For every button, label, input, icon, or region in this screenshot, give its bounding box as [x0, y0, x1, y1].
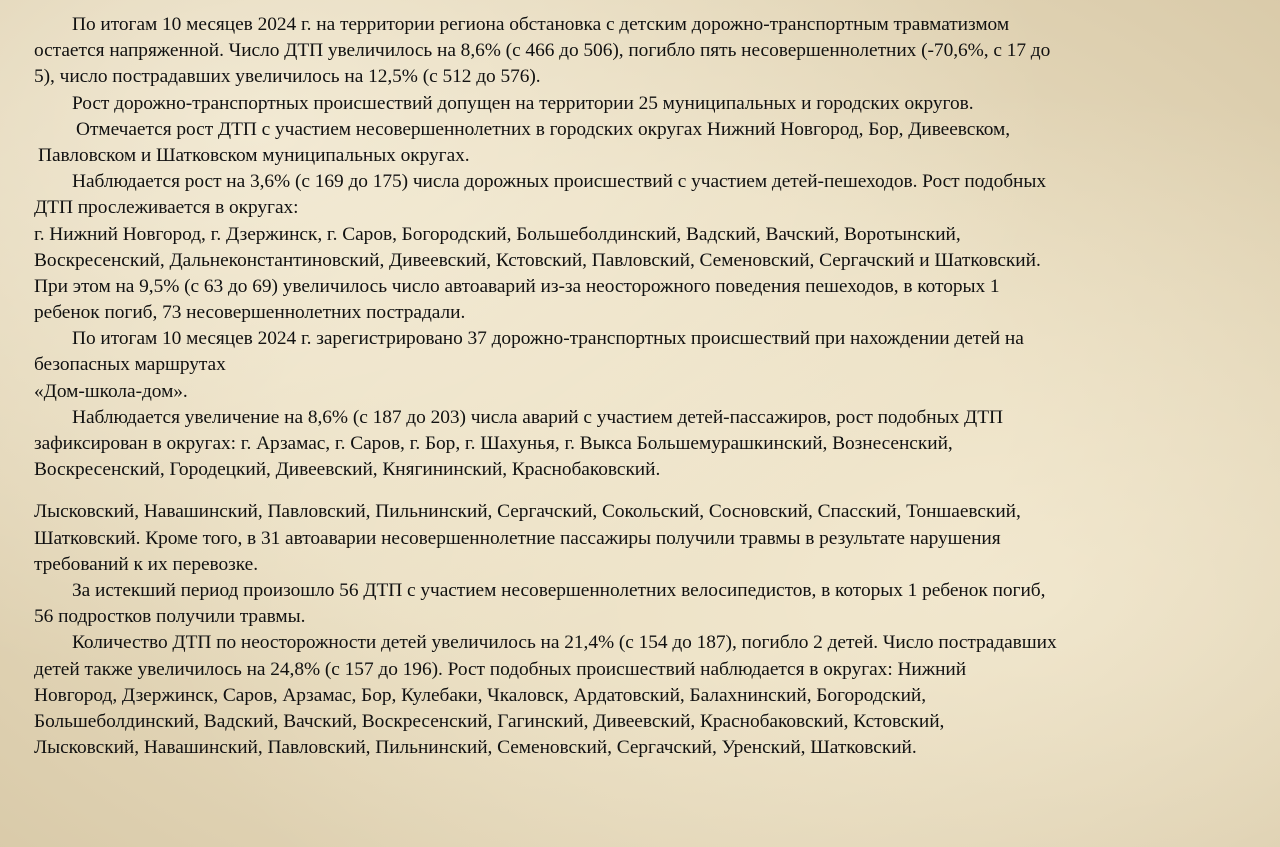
document-body: [34, 12, 1250, 761]
text-line: ДТП прослеживается в округах:: [34, 197, 299, 219]
text-line: По итогам 10 месяцев 2024 г. на территории региона обстановка с детским дорожно-транспортным травматизмом: [72, 14, 1010, 35]
text-line: За истекший период произошло 56 ДТП с участием несовершеннолетних велосипедистов, в которых 1 ребенок погиб,: [72, 579, 1046, 601]
text-line: Большеболдинский, Вадский, Вачский, Воскресенский, Гагинский, Дивеевский, Краснобаковский, Кстовский,: [34, 710, 945, 732]
text-line: «Дом-школа-дом».: [34, 380, 188, 402]
text-line: 56 подростков получили травмы.: [34, 606, 306, 628]
text-line: требований к их перевозке.: [34, 553, 259, 575]
text-line: Рост дорожно-транспортных происшествий допущен на территории 25 муниципальных и городских округов.: [72, 92, 974, 114]
text-line: При этом на 9,5% (с 63 до 69) увеличилось число автоаварий из-за неосторожного поведения пешеходов, в которых 1: [34, 275, 1000, 297]
text-line: 5), число пострадавших увеличилось на 12,5% (с 512 до 576).: [34, 66, 541, 88]
text-line: Лысковский, Навашинский, Павловский, Пильнинский, Семеновский, Сергачский, Уренский, Шатковский.: [34, 737, 917, 759]
text-line: Наблюдается рост на 3,6% (с 169 до 175) числа дорожных происшествий с участием детей-пешеходов. Рост подобных: [72, 171, 1046, 193]
paragraph-gap: [34, 483, 1250, 499]
text-line: г. Нижний Новгород, г. Дзержинск, г. Саров, Богородский, Большеболдинский, Вадский, Вачский, Воротынский,: [34, 223, 961, 245]
text-line: Отмечается рост ДТП с участием несовершеннолетних в городских округах Нижний Новгород, Бор, Дивеевском,: [76, 118, 1011, 140]
text-line: остается напряженной. Число ДТП увеличилось на 8,6% (с 466 до 506), погибло пять несовершеннолетних (-70,6%, с 17 до: [34, 40, 1051, 62]
text-line: Павловском и Шатковском муниципальных округах.: [38, 144, 470, 166]
text-line: Новгород, Дзержинск, Саров, Арзамас, Бор, Кулебаки, Чкаловск, Ардатовский, Балахнинский, Богородский,: [34, 684, 927, 706]
text-line: зафиксирован в округах: г. Арзамас, г. Саров, г. Бор, г. Шахунья, г. Выкса Большемурашкинский, Вознесенский,: [34, 433, 953, 454]
text-line: Воскресенский, Городецкий, Дивеевский, Княгининский, Краснобаковский.: [34, 459, 661, 481]
text-line: Наблюдается увеличение на 8,6% (с 187 до 203) числа аварий с участием детей-пассажиров, рост подобных ДТП: [72, 406, 1003, 428]
text-line: По итогам 10 месяцев 2024 г. зарегистрировано 37 дорожно-транспортных происшествий при нахождении детей на: [72, 328, 1024, 350]
text-line: Лысковский, Навашинский, Павловский, Пильнинский, Сергачский, Сокольский, Сосновский, Спасский, Тоншаевский,: [34, 501, 1021, 523]
text-line: безопасных маршрутах: [34, 354, 226, 376]
text-line: Воскресенский, Дальнеконстантиновский, Дивеевский, Кстовский, Павловский, Семеновский, Сергачский и Шатковский.: [34, 249, 1041, 271]
text-line: Количество ДТП по неосторожности детей увеличилось на 21,4% (с 154 до 187), погибло 2 детей. Число пострадавших: [72, 632, 1057, 654]
text-line: ребенок погиб, 73 несовершеннолетних пострадали.: [34, 302, 466, 324]
text-line: детей также увеличилось на 24,8% (с 157 до 196). Рост подобных происшествий наблюдается в округах: Нижний: [34, 658, 967, 680]
text-line: Шатковский. Кроме того, в 31 автоаварии несовершеннолетние пассажиры получили травмы в результате нарушения: [34, 527, 1001, 549]
